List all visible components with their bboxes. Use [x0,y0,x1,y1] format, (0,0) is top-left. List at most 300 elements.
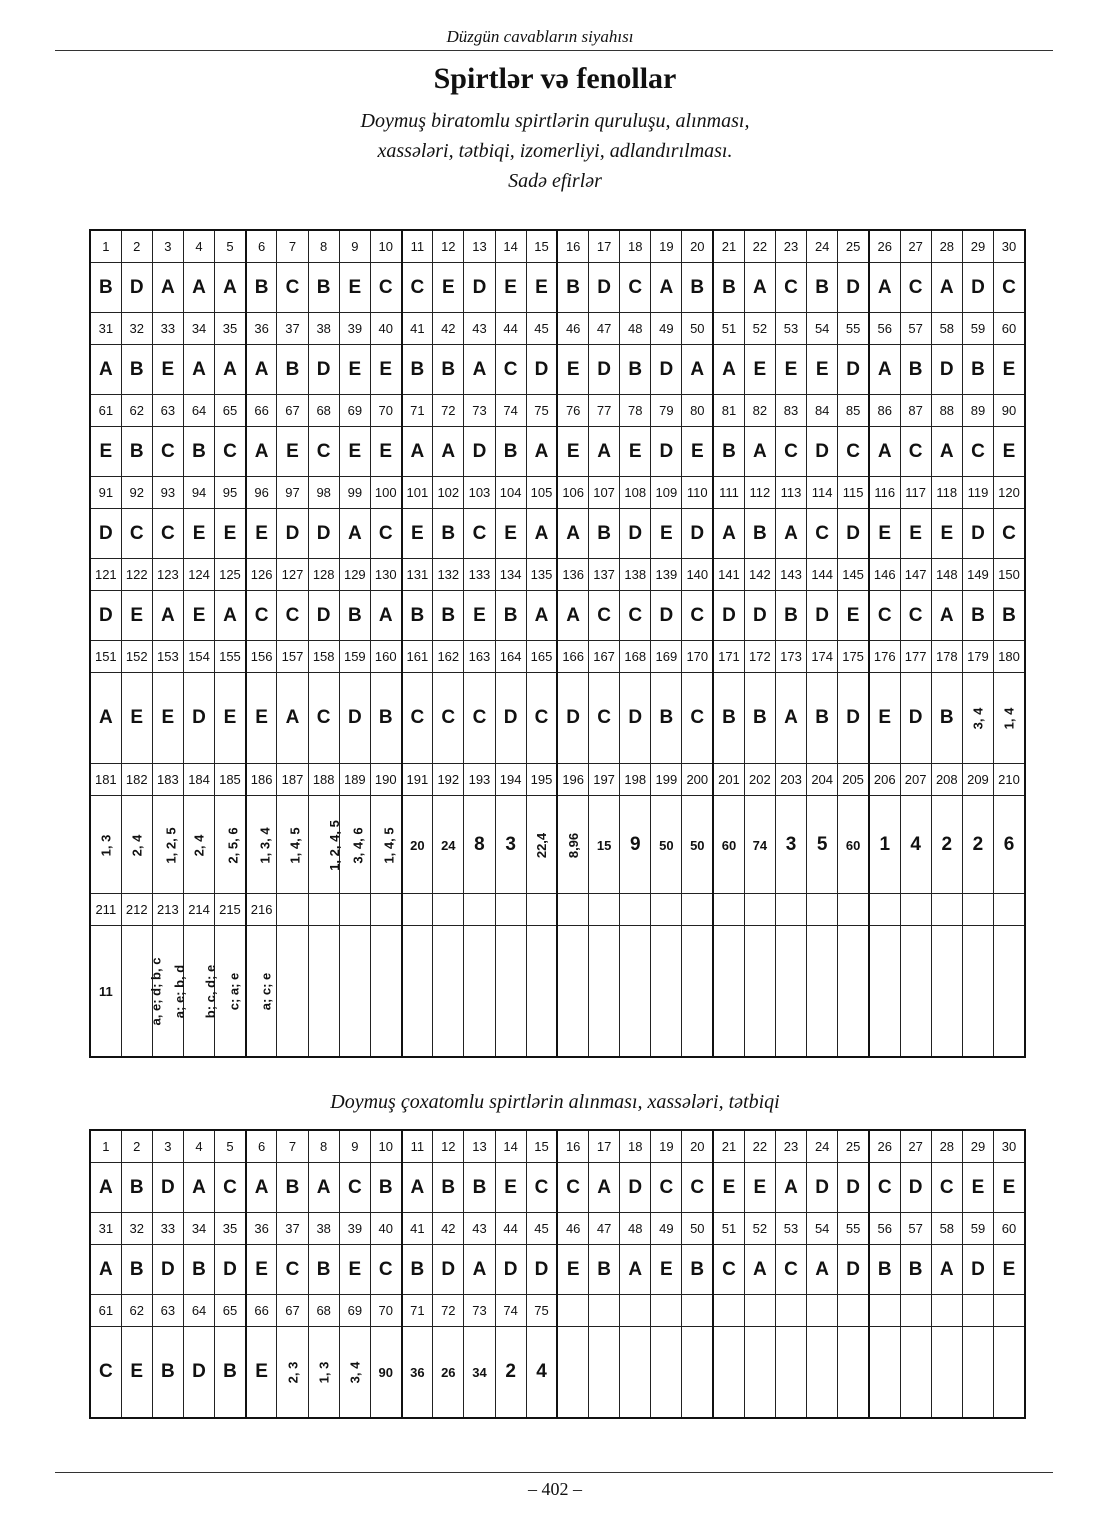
answer-cell [713,1245,744,1295]
question-number: 18 [620,230,651,263]
answer-cell [744,1327,775,1419]
question-number: 47 [589,313,620,345]
answer-cell [620,673,651,764]
question-number: 126 [246,559,277,591]
answer-cell [931,796,962,894]
question-number: 4 [183,230,214,263]
answer-cell [152,591,183,641]
answer-value: A [597,440,611,462]
answer-cell [994,263,1025,313]
question-number: 2 [121,230,152,263]
answer-value: 1, 4 [1001,707,1017,730]
answer-value: E [504,1176,517,1198]
answer-value: A [441,440,456,462]
answer-cell [744,1163,775,1213]
answer-cell [775,263,806,313]
number-row [90,477,1025,509]
answer-cell [651,926,682,1058]
answer-value: E [1002,1176,1016,1198]
answer-value: E [566,1258,580,1280]
question-number: 1 [90,1130,121,1163]
answer-value: D [659,440,674,462]
answer-cell [589,1327,620,1419]
answer-cell [495,263,526,313]
answer-value: B [722,276,736,298]
answer-value: D [472,440,487,462]
answer-cell [152,263,183,313]
answer-value: D [503,707,518,728]
question-number: 197 [589,764,620,796]
answer-value: C [939,1176,954,1198]
answer-cell [121,1245,152,1295]
question-number: 169 [651,641,682,673]
answer-value: C [472,707,487,728]
answer-cell [277,509,308,559]
answer-cell [90,796,121,894]
answer-cell [277,1163,308,1213]
question-number: 137 [589,559,620,591]
answer-value: D [971,1258,985,1280]
question-number: 216 [246,894,277,926]
answer-cell [121,263,152,313]
answer-cell [339,591,370,641]
answer-value: b; c, d; e [203,964,219,1019]
answer-value: A [472,358,487,380]
answer-cell [339,263,370,313]
question-number: 73 [464,1295,495,1327]
answer-value: A [254,358,269,380]
question-number: 89 [962,395,993,427]
answer-value: B [752,707,767,728]
answer-cell [433,926,464,1058]
answer-cell [277,591,308,641]
question-number: 44 [495,1213,526,1245]
answer-value: 11 [98,984,113,999]
answer-value: A [472,1258,487,1280]
answer-cell [433,591,464,641]
answer-value: A [722,358,736,380]
answer-value: E [379,358,393,380]
answer-value: E [192,604,206,626]
answer-cell [246,263,277,313]
answer-value: C [223,440,237,462]
question-number: 16 [557,230,588,263]
answer-cell [962,591,993,641]
answer-cell [308,796,342,894]
answer-cell [433,1163,464,1213]
question-number: 96 [246,477,277,509]
answer-cell [339,509,370,559]
answer-cell [713,509,744,559]
answer-cell [651,796,682,894]
answer-cell [557,591,588,641]
question-number [775,1295,806,1327]
answer-value: C [877,604,892,626]
answer-value: C [908,440,923,462]
answer-value: A [939,1258,954,1280]
answer-cell [402,591,433,641]
question-number: 4 [183,1130,214,1163]
answer-cell [744,427,775,477]
answer-cell [589,796,620,894]
answer-value: B [410,358,425,380]
question-number: 55 [838,1213,869,1245]
answer-cell [526,796,557,894]
answer-value: 2, 5, 6 [225,826,241,864]
answer-value: A [534,604,549,626]
answer-value: B [597,1258,611,1280]
answer-cell [90,345,121,395]
answer-value: 1 [879,833,891,855]
answer-value: B [597,522,611,544]
answer-cell [433,796,464,894]
answer-value: E [161,358,175,380]
question-number: 57 [900,313,931,345]
answer-cell [433,509,464,559]
answer-value: 2 [941,833,953,855]
answer-value: C [908,604,923,626]
answer-cell [807,1245,838,1295]
answer-cell [277,427,308,477]
answer-value: D [316,522,331,544]
answer-value: 8,96 [565,832,581,858]
answer-value: E [286,440,299,462]
answer-cell [900,1327,931,1419]
question-number: 80 [682,395,713,427]
answer-cell [900,1245,931,1295]
answer-value: C [285,604,300,626]
question-number: 58 [931,313,962,345]
question-number: 113 [775,477,806,509]
question-number: 93 [152,477,183,509]
header-rule [55,50,1053,51]
answer-table-2 [89,1129,1026,1419]
answer-value: A [410,1176,425,1198]
question-number: 53 [775,1213,806,1245]
question-number [557,1295,588,1327]
question-number: 64 [183,1295,214,1327]
question-number: 160 [370,641,401,673]
answer-cell [277,1327,308,1419]
answer-cell [557,427,588,477]
answer-value: C [628,604,643,626]
subtitle-line-2: xassələri, tətbiqi, izomerliyi, adlandırılması. [377,140,733,162]
answer-cell [962,427,993,477]
answer-value: C [534,1176,549,1198]
answer-cell [464,509,495,559]
question-number: 32 [121,1213,152,1245]
question-number [838,894,869,926]
answer-value: C [503,358,518,380]
answer-cell [215,345,246,395]
answer-cell [962,509,993,559]
answer-value: B [223,1361,237,1382]
answer-cell [152,1327,183,1419]
answer-cell [183,673,214,764]
answer-cell [900,345,931,395]
question-number: 39 [339,1213,370,1245]
question-number [931,1295,962,1327]
answer-cell [152,673,183,764]
question-number: 154 [183,641,214,673]
question-number: 26 [869,1130,900,1163]
question-number: 151 [90,641,121,673]
answer-cell [183,1163,214,1213]
answer-value: 1, 4, 5 [381,826,397,864]
answer-cell [900,796,931,894]
question-number: 37 [277,313,308,345]
question-number: 35 [215,1213,246,1245]
answer-cell [931,345,962,395]
answer-value: B [410,1258,425,1280]
answer-value: B [316,276,331,298]
answer-cell [433,263,464,313]
question-number: 94 [183,477,214,509]
answer-cell [962,1327,993,1419]
answer-cell [620,1327,651,1419]
answer-value: C [472,522,487,544]
answer-cell [526,509,557,559]
answer-value: 60 [845,837,861,853]
question-number [402,894,433,926]
question-number: 174 [807,641,838,673]
question-number: 215 [215,894,246,926]
answer-value: B [441,358,456,380]
answer-row [90,1163,1025,1213]
question-number: 56 [869,1213,900,1245]
answer-value: C [690,707,705,728]
question-number [651,1295,682,1327]
question-number: 22 [744,230,775,263]
question-number: 52 [744,313,775,345]
answer-cell [215,591,246,641]
answer-cell [900,263,931,313]
answer-value: C [161,522,175,544]
answer-cell [713,263,744,313]
answer-value: A [939,276,954,298]
subtitle-line-3: Sadə efirlər [508,170,602,192]
question-number: 203 [775,764,806,796]
question-number: 48 [620,1213,651,1245]
answer-cell [183,345,214,395]
question-number: 42 [433,313,464,345]
answer-cell [682,673,713,764]
answer-cell [589,1163,620,1213]
question-number: 83 [775,395,806,427]
question-number [744,894,775,926]
answer-value: C [285,1258,300,1280]
answer-cell [900,509,931,559]
answer-value: B [503,604,518,626]
question-number: 46 [557,313,588,345]
question-number: 15 [526,230,557,263]
question-number: 31 [90,313,121,345]
question-number: 23 [775,230,806,263]
answer-value: D [659,358,674,380]
question-number: 214 [183,894,214,926]
question-number: 130 [370,559,401,591]
answer-value: C [534,707,549,728]
answer-value: A [877,358,892,380]
question-number: 111 [713,477,744,509]
answer-value: C [316,707,331,728]
question-number: 19 [651,1130,682,1163]
number-row [90,230,1025,263]
question-number: 44 [495,313,526,345]
answer-value: E [566,358,580,380]
footer-rule [55,1472,1053,1473]
question-number: 212 [121,894,152,926]
answer-value: A [566,604,581,626]
answer-value: B [378,1176,393,1198]
question-number: 172 [744,641,775,673]
answer-cell [589,509,620,559]
question-number: 25 [838,230,869,263]
answer-value: C [784,440,798,462]
question-number: 213 [152,894,183,926]
answer-value: B [939,707,954,728]
answer-value: E [255,1361,268,1382]
answer-value: 3, 4 [970,707,986,730]
answer-cell [90,1327,121,1419]
number-row [90,395,1025,427]
answer-cell [121,427,152,477]
question-number: 62 [121,395,152,427]
question-number: 129 [339,559,370,591]
answer-cell [589,673,620,764]
answer-cell [526,1245,557,1295]
question-number: 178 [931,641,962,673]
question-number: 20 [682,1130,713,1163]
answer-value: 1, 3, 4 [257,826,273,864]
answer-value: E [815,358,829,380]
answer-value: B [971,604,985,626]
answer-value: C [846,440,860,462]
question-number [589,894,620,926]
question-number: 81 [713,395,744,427]
question-number: 194 [495,764,526,796]
answer-cell [838,427,869,477]
answer-cell [339,1245,370,1295]
question-number: 29 [962,1130,993,1163]
answer-value: 22,4 [534,832,550,858]
answer-cell [744,1245,775,1295]
answer-cell [557,263,588,313]
answer-value: B [192,1258,206,1280]
answer-value: D [129,276,144,298]
answer-row [90,673,1025,764]
page-title: Spirtlər və fenollar [433,62,677,95]
answer-cell [682,263,713,313]
question-number: 65 [215,1295,246,1327]
question-number: 64 [183,395,214,427]
question-number: 40 [370,313,401,345]
question-number: 195 [526,764,557,796]
answer-value: B [908,1258,923,1280]
number-row [90,894,1025,926]
answer-value: 50 [690,837,705,853]
answer-cell [682,1327,713,1419]
question-number: 177 [900,641,931,673]
answer-cell [308,1245,339,1295]
answer-value: E [784,358,798,380]
answer-value: B [441,1176,456,1198]
question-number: 26 [869,230,900,263]
answer-cell [370,509,401,559]
answer-cell [246,345,277,395]
answer-value: D [316,358,331,380]
answer-cell [838,796,869,894]
question-number: 101 [402,477,433,509]
question-number: 74 [495,1295,526,1327]
question-number: 148 [931,559,962,591]
answer-value: B [784,604,798,626]
answer-cell [495,345,526,395]
answer-cell [339,1327,370,1419]
answer-cell [682,926,713,1058]
answer-value: D [628,1176,643,1198]
answer-value: B [285,1176,300,1198]
answer-cell [869,263,900,313]
question-number: 145 [838,559,869,591]
question-number: 65 [215,395,246,427]
answer-value: A [597,1176,611,1198]
answer-cell [838,673,869,764]
question-number [308,894,339,926]
answer-cell [121,345,152,395]
answer-cell [682,1163,713,1213]
question-number: 108 [620,477,651,509]
answer-value: A [752,440,767,462]
answer-value: B [161,1361,175,1382]
question-number: 75 [526,1295,557,1327]
question-number: 45 [526,1213,557,1245]
question-number: 104 [495,477,526,509]
question-number [994,1295,1025,1327]
answer-value: D [846,276,860,298]
question-number [557,894,588,926]
answer-cell [713,427,744,477]
question-number: 61 [90,1295,121,1327]
answer-cell [744,796,775,894]
answer-cell [807,345,838,395]
answer-value: B [316,1258,331,1280]
answer-cell [215,673,246,764]
question-number: 191 [402,764,433,796]
question-number: 40 [370,1213,401,1245]
question-number: 190 [370,764,401,796]
question-number: 200 [682,764,713,796]
answer-value: B [503,440,518,462]
answer-cell [526,345,557,395]
question-number: 68 [308,395,339,427]
question-number: 123 [152,559,183,591]
question-number: 166 [557,641,588,673]
answer-value: B [971,358,985,380]
answer-cell [152,796,183,894]
question-number: 34 [183,1213,214,1245]
answer-cell [994,427,1025,477]
answer-value: 9 [629,833,641,855]
question-number: 100 [370,477,401,509]
question-number: 36 [246,1213,277,1245]
question-number: 164 [495,641,526,673]
answer-cell [589,263,620,313]
answer-value: D [690,522,705,544]
answer-cell [370,263,401,313]
answer-cell [869,926,900,1058]
answer-value: 3, 4, 6 [350,826,366,864]
